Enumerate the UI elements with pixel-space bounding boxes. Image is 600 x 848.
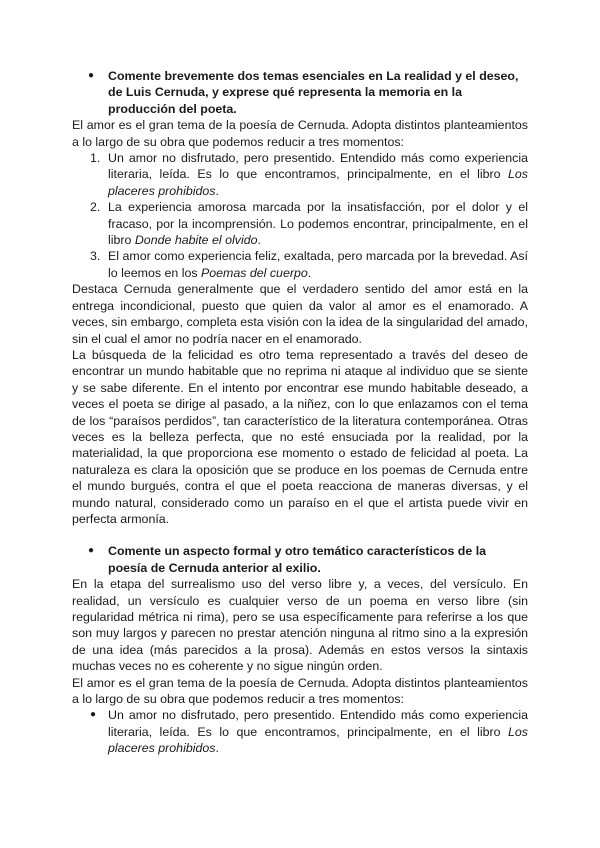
bullet-icon: ● [90, 709, 97, 721]
book-title: Donde habite el olvido [134, 233, 258, 248]
list-item: 1. Un amor no disfrutado, pero presentido. Entendido más como experiencia literaria, leída. Es lo que encontramos, principalmente, en el libro Los placeres prohibidos. [90, 151, 528, 198]
question-2-text: Comente un aspecto formal y otro temático característicos de la poesía de Cernuda anterior al exilio. [108, 544, 487, 575]
bullet-icon: ● [88, 70, 95, 81]
section1-intro: El amor es el gran tema de la poesía de Cernuda. Adopta distintos planteamientos a lo largo de su obra que podemos reducir a tres momentos: [72, 118, 528, 149]
list-item: ● Un amor no disfrutado, pero presentido. Entendido más como experiencia literaria, leída. Es lo que encontramos, principalmente, en el libro Los placeres prohibidos. [90, 708, 528, 756]
moments-bullet-list [72, 707, 528, 756]
list-number: 3. [90, 249, 101, 264]
question-2 [72, 543, 528, 576]
section1-paragraph-2: La búsqueda de la felicidad es otro tema representado a través del deseo de encontrar un mundo habitable que no reprima ni ataque al individuo que se siente y se sabe diferente. En el intento por encontrar ese mundo habitable deseado, a veces el poeta se dirige al pasado, a la niñez, con lo que enlazamos con el tema de los “paraísos perdidos”, tan característico de la literatura contemporánea. Otras veces es la belleza perfecta, que no esté ensuciada por la realidad, por la materialidad, la que proporciona ese momento o estado de felicidad al poeta. La naturaleza es clara la oposición que se produce en los poemas de Cernuda entre el mundo burgués, contra el que el poeta reacciona de maneras diversas, y el mundo natural, considerado como un paraíso en el que el artista puede vivir en perfecta armonía. [72, 347, 528, 526]
spacer [72, 527, 528, 543]
question-1-text: Comente brevemente dos temas esenciales en La realidad y el deseo, de Luis Cernuda, y exprese qué representa la memoria en la producción del poeta. [108, 69, 519, 116]
book-title: Los placeres prohibidos [108, 167, 528, 198]
list-item: 3. El amor como experiencia feliz, exaltada, pero marcada por la brevedad. Así lo leemos en los Poemas del cuerpo. [90, 249, 528, 280]
section2-intro: El amor es el gran tema de la poesía de Cernuda. Adopta distintos planteamientos a lo largo de su obra que podemos reducir a tres momentos: [72, 675, 528, 707]
book-title: Los placeres prohibidos [108, 724, 528, 756]
list-item: 2. La experiencia amorosa marcada por la insatisfacción, por el dolor y el fracaso, por la incomprensión. Lo podemos encontrar, principalmente, en el libro Donde habite el olvido. [90, 200, 528, 248]
list-number: 2. [90, 200, 101, 215]
moments-list [72, 150, 528, 281]
list-number: 1. [90, 151, 101, 166]
section2-paragraph-1: En la etapa del surrealismo uso del verso libre y, a veces, del versículo. En realidad, un versículo es cualquier verso de un poema en verso libre (sin regularidad métrica ni rima), pero se usa específicamente para referirse a los que son muy largos y parecen no prestar atención ninguna al ritmo sino a la expresión de una idea (más parecidos a la prosa). Además en estos versos la sintaxis muchas veces no es coherente y no sigue ningún orden. [72, 577, 528, 674]
section1-paragraph-1: Destaca Cernuda generalmente que el verdadero sentido del amor está en la entrega incondicional, puesto que quien da valor al amor es el enamorado. A veces, sin embargo, completa esta visión con la idea de la singularidad del amado, sin el cual el amor no podría nacer en el enamorado. [72, 282, 528, 346]
bullet-icon: ● [88, 545, 95, 557]
question-1 [72, 68, 528, 117]
book-title: Poemas del cuerpo [200, 265, 308, 280]
